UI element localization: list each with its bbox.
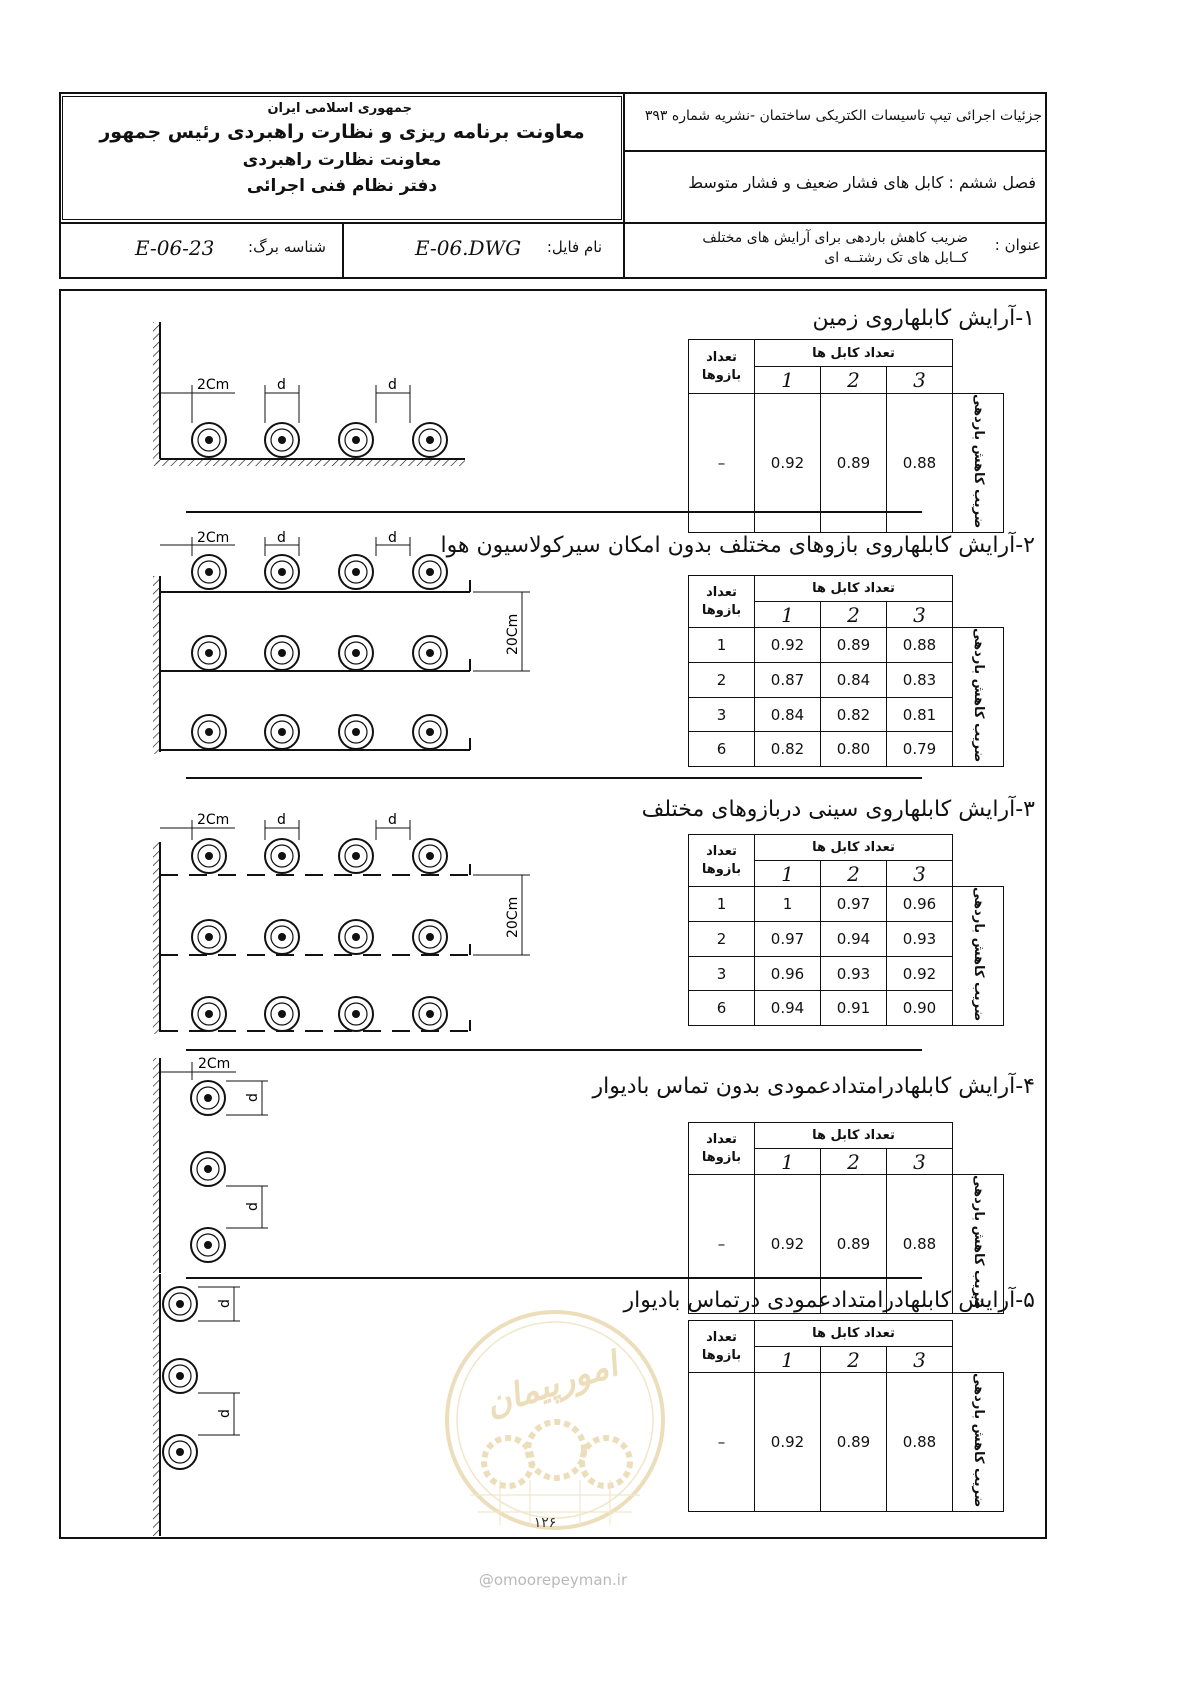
cable-icon [339, 997, 373, 1031]
col-3: 3 [887, 602, 953, 628]
table-cell: 0.82 [755, 732, 821, 767]
org-line1: جمهوری اسلامی ایران [267, 101, 412, 116]
diagram-section-2 [153, 530, 530, 754]
col-1: 1 [755, 861, 821, 887]
col-2: 2 [821, 602, 887, 628]
cable-icon [163, 1287, 197, 1321]
subject-label: عنوان : [994, 236, 1041, 254]
factor-label: ضریب کاهش باردهی [970, 1175, 986, 1310]
cables-header: تعداد کابل ها [755, 1123, 953, 1149]
dim-diameter-label: d [388, 530, 397, 546]
diagram-section-3 [153, 812, 530, 1034]
cable-icon [265, 997, 299, 1031]
table-cell: 0.92 [755, 628, 821, 663]
diagram-section-1 [153, 322, 465, 466]
cable-icon [265, 555, 299, 589]
cable-icon [339, 839, 373, 873]
cable-icon [413, 920, 447, 954]
col-1: 1 [755, 367, 821, 394]
table-cell: 2 [689, 662, 755, 697]
arms-label-2: بازوها [701, 1149, 742, 1165]
table-cell: – [689, 394, 755, 533]
diagram-section-5 [153, 1274, 240, 1536]
section-2-title: ۲-آرایش کابلهاروی بازوهای مختلف بدون امکان سیرکولاسیون هوا [440, 533, 1035, 558]
subject-line1: ضریب کاهش باردهی برای آرایش های مختلف [702, 230, 968, 246]
watermark-logo [447, 1312, 663, 1528]
dim-spacing-label: 2Cm [198, 1056, 231, 1072]
col-3: 3 [887, 1149, 953, 1175]
arms-label: تعداد [706, 1329, 737, 1345]
file-value: E-06.DWG [415, 236, 522, 260]
arms-label: تعداد [706, 843, 737, 859]
arms-label-2: بازوها [701, 861, 742, 877]
table-cell: 0.92 [755, 394, 821, 533]
cables-header: تعداد کابل ها [755, 835, 953, 861]
dim-spacing-label: 2Cm [197, 812, 230, 828]
table-cell: 0.97 [821, 887, 887, 922]
cable-icon [192, 423, 226, 457]
cable-icon [339, 636, 373, 670]
table-cell: – [689, 1373, 755, 1512]
file-label: نام فایل: [546, 238, 602, 256]
table-cell: 0.89 [821, 394, 887, 533]
cable-icon [413, 423, 447, 457]
dim-vertical-label: 20Cm [505, 613, 521, 655]
cable-icon [192, 555, 226, 589]
col-3: 3 [887, 367, 953, 394]
dim-spacing-label: 2Cm [197, 530, 230, 546]
cable-icon [163, 1435, 197, 1469]
cable-icon [191, 1152, 225, 1186]
dim-diameter-label: d [245, 1093, 261, 1102]
cable-icon [192, 636, 226, 670]
watermark-url: @omoorepeyman.ir [478, 1571, 628, 1589]
col-3: 3 [887, 861, 953, 887]
arms-label-2: بازوها [701, 1347, 742, 1363]
dim-diameter-label: d [388, 377, 397, 393]
table-cell: 0.80 [821, 732, 887, 767]
arms-label: تعداد [706, 1131, 737, 1147]
cable-icon [265, 715, 299, 749]
dim-diameter-label: d [388, 812, 397, 828]
cable-icon [413, 715, 447, 749]
cable-icon [413, 636, 447, 670]
table-cell: 0.92 [887, 956, 953, 991]
arms-label-2: بازوها [701, 602, 742, 618]
page-number: ۱۲۶ [533, 1515, 557, 1531]
sheet-label: شناسه برگ: [248, 238, 326, 256]
table-cell: 0.82 [821, 697, 887, 732]
table-cell: 0.94 [821, 921, 887, 956]
table-cell: 0.91 [821, 991, 887, 1026]
table-cell: 0.97 [755, 921, 821, 956]
table-cell: 6 [689, 991, 755, 1026]
cables-header: تعداد کابل ها [755, 576, 953, 602]
table-cell: 3 [689, 956, 755, 991]
section-5-title: ۵-آرایش کابلهادرامتدادعمودی درتماس بادیوار [623, 1288, 1035, 1313]
arms-label: تعداد [706, 584, 737, 600]
col-2: 2 [821, 1347, 887, 1373]
sheet-value: E-06-23 [135, 236, 215, 260]
table-cell: 0.84 [821, 662, 887, 697]
dim-diameter-label: d [217, 1409, 233, 1418]
chapter-title: فصل ششم : کابل های فشار ضعیف و فشار متوسط [688, 173, 1036, 192]
cables-header: تعداد کابل ها [755, 340, 953, 367]
publication-title: جزئیات اجرائی تیپ تاسیسات الکتریکی ساختمان -نشریه شماره ۳۹۳ [644, 108, 1042, 124]
table-cell: 0.96 [887, 887, 953, 922]
dim-diameter-label: d [245, 1202, 261, 1211]
cable-icon [339, 920, 373, 954]
table-cell: – [689, 1175, 755, 1314]
table-cell: 0.87 [755, 662, 821, 697]
org-line3: معاونت نظارت راهبردی [242, 150, 442, 170]
section-1-title: ۱-آرایش کابلهاروی زمین [812, 306, 1035, 331]
dim-vertical-label: 20Cm [505, 896, 521, 938]
subject-line2: کــابل های تک رشتــه ای [824, 250, 968, 266]
table-cell: 0.88 [887, 1175, 953, 1314]
cable-icon [265, 636, 299, 670]
org-line4: دفتر نظام فنی اجرائی [246, 176, 438, 196]
factor-label: ضریب کاهش باردهی [970, 887, 986, 1022]
cable-icon [339, 423, 373, 457]
arms-label-2: بازوها [701, 367, 742, 383]
col-1: 1 [755, 1149, 821, 1175]
cable-icon [265, 920, 299, 954]
factor-label: ضریب کاهش باردهی [970, 628, 986, 763]
dim-diameter-label: d [277, 812, 286, 828]
cable-icon [192, 715, 226, 749]
col-1: 1 [755, 602, 821, 628]
cable-icon [163, 1359, 197, 1393]
col-2: 2 [821, 861, 887, 887]
factor-label: ضریب کاهش باردهی [970, 394, 986, 529]
cable-icon [192, 839, 226, 873]
table-cell: 0.94 [755, 991, 821, 1026]
table-cell: 1 [689, 887, 755, 922]
table-cell: 3 [689, 697, 755, 732]
table-cell: 0.92 [755, 1373, 821, 1512]
table-cell: 0.93 [821, 956, 887, 991]
table-cell: 0.79 [887, 732, 953, 767]
watermark-logo-text: امورپیمان [480, 1344, 623, 1425]
factor-label: ضریب کاهش باردهی [970, 1373, 986, 1508]
table-cell: 0.96 [755, 956, 821, 991]
table-cell: 0.81 [887, 697, 953, 732]
cable-icon [265, 839, 299, 873]
dim-diameter-label: d [277, 377, 286, 393]
cables-header: تعداد کابل ها [755, 1321, 953, 1347]
cable-icon [339, 715, 373, 749]
table-cell: 0.83 [887, 662, 953, 697]
dim-diameter-label: d [277, 530, 286, 546]
diagram-section-4 [153, 1056, 268, 1273]
cable-icon [413, 997, 447, 1031]
cable-icon [265, 423, 299, 457]
col-2: 2 [821, 1149, 887, 1175]
dim-diameter-label: d [217, 1299, 233, 1308]
table-cell: 0.88 [887, 1373, 953, 1512]
table-cell: 0.88 [887, 394, 953, 533]
table-cell: 0.89 [821, 1373, 887, 1512]
table-cell: 0.89 [821, 628, 887, 663]
table-cell: 0.89 [821, 1175, 887, 1314]
table-cell: 2 [689, 921, 755, 956]
col-2: 2 [821, 367, 887, 394]
cable-icon [339, 555, 373, 589]
col-1: 1 [755, 1347, 821, 1373]
table-cell: 1 [689, 628, 755, 663]
cable-icon [413, 555, 447, 589]
cable-icon [191, 1228, 225, 1262]
table-cell: 0.93 [887, 921, 953, 956]
table-cell: 0.90 [887, 991, 953, 1026]
table-cell: 0.84 [755, 697, 821, 732]
col-3: 3 [887, 1347, 953, 1373]
table-cell: 6 [689, 732, 755, 767]
cable-icon [191, 1081, 225, 1115]
section-4-title: ۴-آرایش کابلهادرامتدادعمودی بدون تماس بادیوار [592, 1074, 1035, 1099]
table-cell: 0.88 [887, 628, 953, 663]
section-3-title: ۳-آرایش کابلهاروی سینی دربازوهای مختلف [641, 797, 1035, 822]
cable-icon [413, 839, 447, 873]
dim-spacing-label: 2Cm [197, 377, 230, 393]
table-cell: 0.92 [755, 1175, 821, 1314]
table-cell: 1 [755, 887, 821, 922]
cable-icon [192, 997, 226, 1031]
arms-label: تعداد [706, 349, 737, 365]
cable-icon [192, 920, 226, 954]
org-line2: معاونت برنامه ریزی و نظارت راهبردی رئیس جمهور [99, 121, 585, 143]
